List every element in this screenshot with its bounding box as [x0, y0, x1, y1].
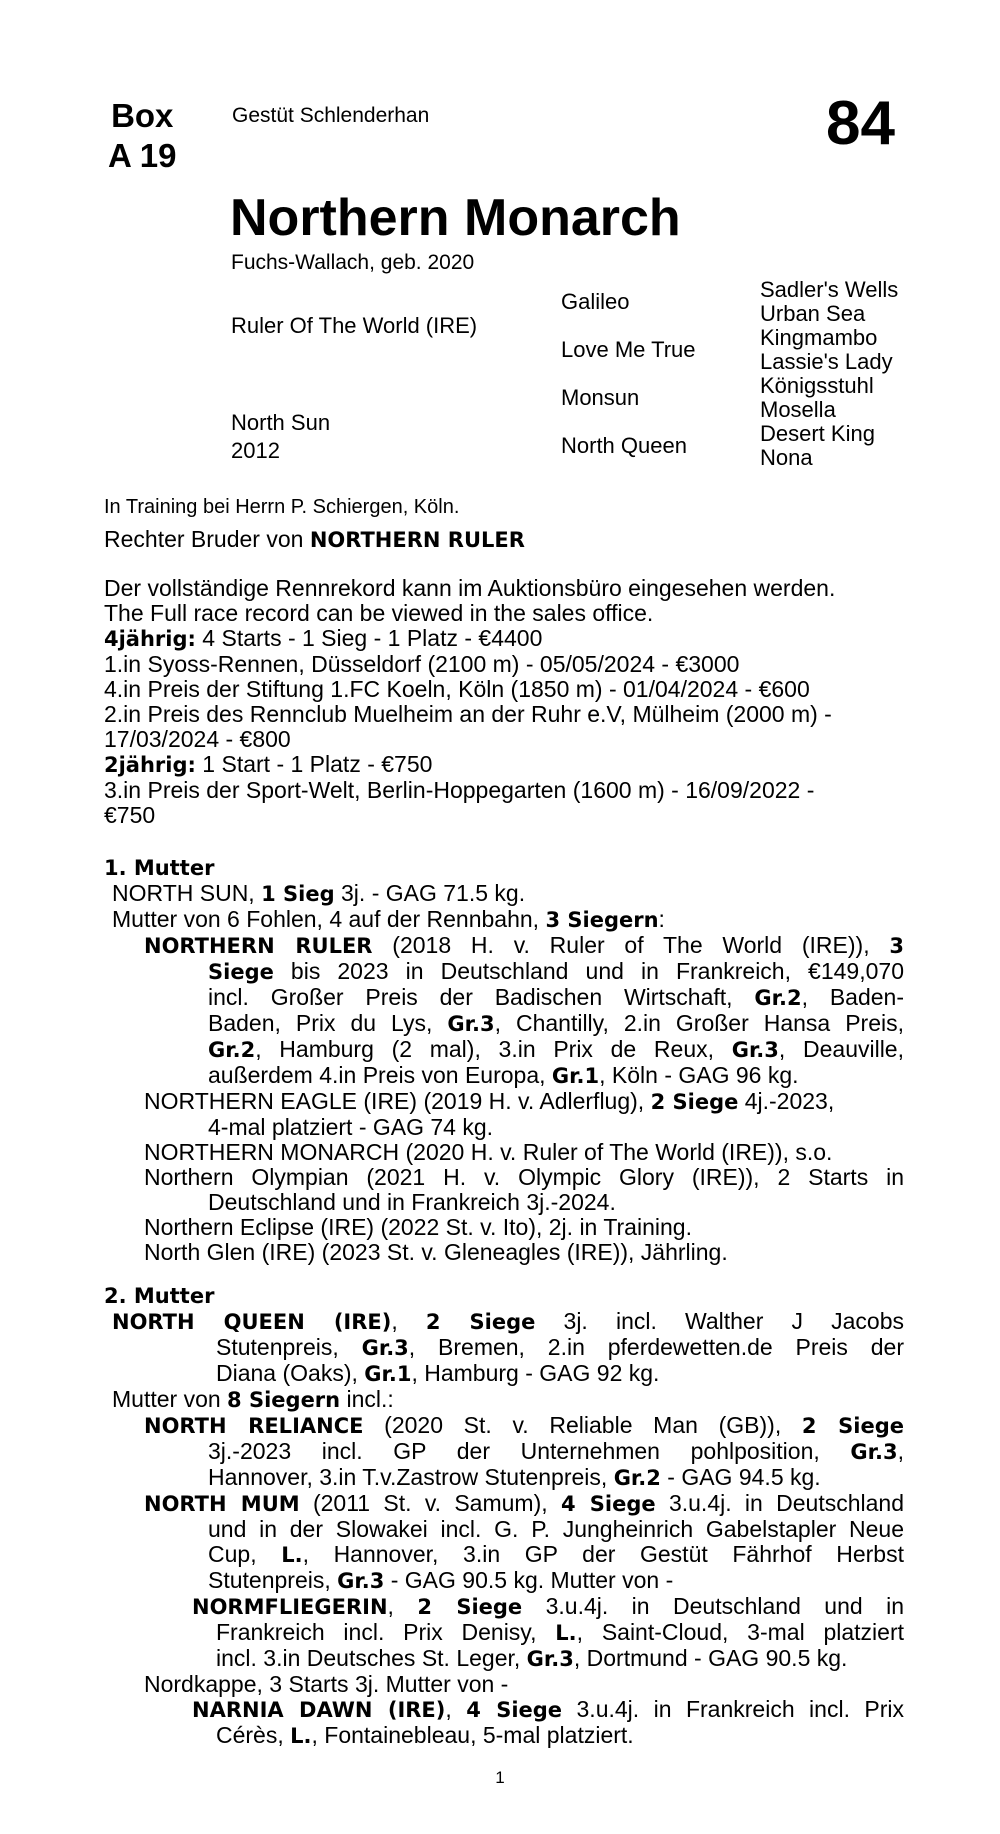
offspring-narnia-dawn: NARNIA DAWN (IRE), 4 Siege 3.u.4j. in Frankreich incl. Prix Cérès, L., Fontainebleau, 5-mal platziert. — [192, 1696, 905, 1748]
second-dam-produce: Mutter von 8 Siegern incl.: — [112, 1386, 394, 1412]
pedigree-gen3: Kingmambo — [760, 325, 878, 350]
box-label — [108, 96, 176, 175]
first-dam-line: NORTH SUN, 1 Sieg 3j. - GAG 71.5 kg. — [112, 880, 526, 906]
pedigree-gen3: Nona — [760, 445, 813, 470]
age2-summary-text: 1 Start - 1 Platz - €750 — [195, 751, 433, 777]
age2-summary — [104, 752, 904, 778]
race-record — [104, 576, 904, 828]
race-entry: 1.in Syoss-Rennen, Düsseldorf (2100 m) - 05/05/2024 - €3000 — [104, 651, 740, 677]
offspring-northern-olympian: Northern Olympian (2021 H. v. Olympic Glory (IRE)), 2 Starts in Deutschland und in Frankreich 3j.-2024. — [144, 1164, 904, 1215]
first-dam-produce: Mutter von 6 Fohlen, 4 auf der Rennbahn, 3 Siegern: — [112, 906, 665, 932]
pedigree-gen3: Urban Sea — [760, 301, 866, 326]
second-dam-section — [104, 1284, 904, 1749]
sibling-prefix: Rechter Bruder von — [104, 526, 310, 552]
age4-label: 4jährig: — [104, 627, 196, 651]
box-line2: A 19 — [108, 136, 177, 174]
race-entry: 2.in Preis des Rennclub Muelheim an der Ruhr e.V, Mülheim (2000 m) - — [104, 701, 832, 727]
pedigree-dam: North Sun — [231, 410, 331, 435]
sibling-name: NORTHERN RULER — [309, 528, 525, 552]
offspring-northern-ruler: NORTHERN RULER (2018 H. v. Ruler of The World (IRE)), 3 Siege bis 2023 in Deutschland und in Frankreich, €149,070 incl. Großer Preis der Badischen Wirtschaft, Gr.2, Baden- Baden, Prix du Lys, Gr.3, Chantilly, 2.in Großer Hansa Preis, Gr.2, Hamburg (2 mal), 3.in Prix de Reux, Gr.3, Deauville, außerdem 4.in Preis von Europa, Gr.1, Köln - GAG 96 kg. — [144, 932, 904, 1088]
record-note-de: Der vollständige Rennrekord kann im Auktionsbüro eingesehen werden. — [104, 575, 836, 601]
offspring-northern-eagle: NORTHERN EAGLE (IRE) (2019 H. v. Adlerflug), 2 Siege 4j.-2023, 4-mal platziert - GAG 74 kg. — [144, 1088, 835, 1140]
age4-summary — [104, 626, 904, 652]
race-entry: 4.in Preis der Stiftung 1.FC Koeln, Köln (1850 m) - 01/04/2024 - €600 — [104, 676, 810, 702]
age2-label: 2jährig: — [104, 753, 196, 777]
pedigree-sire: Ruler Of The World (IRE) — [231, 313, 478, 338]
offspring-north-mum: NORTH MUM (2011 St. v. Samum), 4 Siege 3.u.4j. in Deutschland und in der Slowakei incl. G. P. Jungheinrich Gabelstapler Neue Cup, L., Hannover, 3.in GP der Gestüt Fährhof Herbst Stutenpreis, Gr.3 - GAG 90.5 kg. Mutter von - — [144, 1490, 905, 1593]
pedigree-gen3: Mosella — [760, 397, 836, 422]
offspring-north-reliance: NORTH RELIANCE (2020 St. v. Reliable Man (GB)), 2 Siege 3j.-2023 incl. GP der Unternehmen pohlposition, Gr.3, Hannover, 3.in T.v.Zastrow Stutenpreis, Gr.2 - GAG 94.5 kg. — [144, 1412, 904, 1490]
pedigree-gen2: Monsun — [561, 385, 640, 410]
offspring-north-glen: North Glen (IRE) (2023 St. v. Gleneagles (IRE)), Jährling. — [144, 1239, 728, 1265]
pedigree-dam-year: 2012 — [231, 438, 280, 463]
record-note-en: The Full race record can be viewed in the sales office. — [104, 600, 654, 626]
sibling-line — [104, 526, 525, 553]
race-entry: 17/03/2024 - €800 — [104, 726, 291, 752]
offspring-normfliegerin: NORMFLIEGERIN, 2 Siege 3.u.4j. in Deutschland und in Frankreich incl. Prix Denisy, L., Saint-Cloud, 3-mal platziert incl. 3.in Deutsches St. Leger, Gr.3, Dortmund - GAG 90.5 kg. — [192, 1593, 905, 1671]
offspring-northern-monarch: NORTHERN MONARCH (2020 H. v. Ruler of The World (IRE)), s.o. — [144, 1139, 833, 1165]
section-heading: 2. Mutter — [104, 1284, 215, 1308]
pedigree-gen2: Galileo — [561, 289, 630, 314]
box-line1: Box — [111, 97, 174, 134]
race-entry: €750 — [104, 802, 156, 828]
race-entry: 3.in Preis der Sport-Welt, Berlin-Hoppegarten (1600 m) - 16/09/2022 - — [104, 777, 815, 803]
age4-summary-text: 4 Starts - 1 Sieg - 1 Platz - €4400 — [195, 625, 543, 651]
pedigree-gen2: North Queen — [561, 433, 687, 458]
pedigree-gen3: Sadler's Wells — [760, 277, 899, 302]
pedigree-gen3: Desert King — [760, 421, 875, 446]
horse-description: Fuchs-Wallach, geb. 2020 — [231, 251, 475, 274]
page-number: 1 — [495, 1768, 505, 1787]
offspring-northern-eclipse: Northern Eclipse (IRE) (2022 St. v. Ito), 2j. in Training. — [144, 1214, 692, 1240]
breeder: Gestüt Schlenderhan — [232, 104, 430, 127]
second-dam-north-queen: NORTH QUEEN (IRE), 2 Siege 3j. incl. Walther J Jacobs Stutenpreis, Gr.3, Bremen, 2.in pferdewetten.de Preis der Diana (Oaks), Gr.1, Hamburg - GAG 92 kg. — [112, 1308, 905, 1386]
offspring-nordkappe: Nordkappe, 3 Starts 3j. Mutter von - — [144, 1671, 509, 1697]
pedigree-gen3: Königsstuhl — [760, 373, 874, 398]
horse-name: Northern Monarch — [230, 189, 681, 247]
pedigree-gen2: Love Me True — [561, 337, 696, 362]
training-info: In Training bei Herrn P. Schiergen, Köln. — [104, 496, 460, 518]
pedigree-gen3: Lassie's Lady — [760, 349, 893, 374]
lot-number: 84 — [826, 89, 895, 158]
section-heading: 1. Mutter — [104, 856, 215, 880]
first-dam-section — [104, 856, 904, 1265]
